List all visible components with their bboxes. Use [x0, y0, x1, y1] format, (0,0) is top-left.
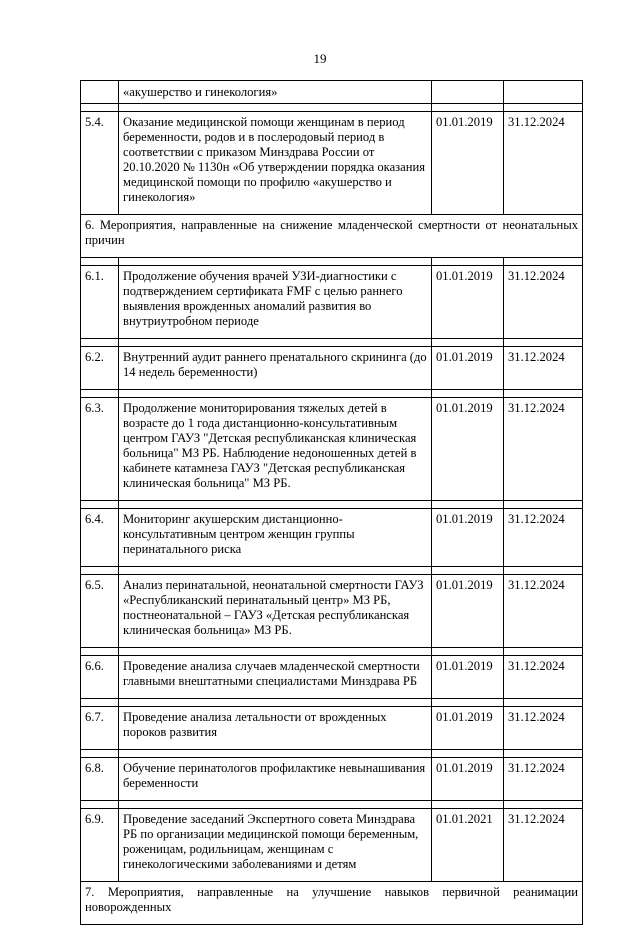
table-row: [81, 509, 583, 567]
row-text: Продолжение обучения врачей УЗИ-диагностики с подтверждением сертификата FMF с целью раннего выявления врожденных аномалий развития во внутриутробном периоде: [119, 266, 432, 339]
row-text: Проведение заседаний Экспертного совета Минздрава РБ по организации медицинской помощи беременным, роженицам, родильницам, женщинам с гинекологическими заболеваниями и детям: [119, 809, 432, 882]
row-gap: [81, 104, 583, 112]
table-row: [81, 81, 583, 104]
row-number: 6.9.: [81, 809, 119, 882]
section-heading-row: [81, 215, 583, 258]
row-number: 6.5.: [81, 575, 119, 648]
row-end-date: 31.12.2024: [504, 707, 583, 750]
row-start-date: 01.01.2019: [432, 656, 504, 699]
row-end-date: 31.12.2024: [504, 509, 583, 567]
row-start-date: 01.01.2019: [432, 398, 504, 501]
table-row: [81, 656, 583, 699]
row-gap: [81, 699, 583, 707]
page-number: 19: [313, 51, 327, 66]
row-number: [81, 81, 119, 104]
row-gap: [81, 501, 583, 509]
row-end-date: 31.12.2024: [504, 575, 583, 648]
row-number: 6.7.: [81, 707, 119, 750]
row-start-date: [432, 81, 504, 104]
row-gap: [81, 390, 583, 398]
row-end-date: 31.12.2024: [504, 347, 583, 390]
row-gap: [81, 339, 583, 347]
row-text: Проведение анализа летальности от врожденных пороков развития: [119, 707, 432, 750]
table-row: [81, 575, 583, 648]
row-text: Проведение анализа случаев младенческой смертности главными внештатными специалистами Минздрава РБ: [119, 656, 432, 699]
row-start-date: 01.01.2019: [432, 575, 504, 648]
row-end-date: 31.12.2024: [504, 112, 583, 215]
row-number: 6.1.: [81, 266, 119, 339]
row-text: Продолжение мониторирования тяжелых детей в возрасте до 1 года дистанционно-консультативным центром ГАУЗ "Детская республиканская клиническая больница" МЗ РБ. Наблюдение недоношенных детей в кабинете катамнеза ГАУЗ "Детская республиканская клиническая больница" МЗ РБ.: [119, 398, 432, 501]
row-end-date: 31.12.2024: [504, 398, 583, 501]
table-row: [81, 347, 583, 390]
row-end-date: 31.12.2024: [504, 809, 583, 882]
section-heading: 6. Мероприятия, направленные на снижение младенческой смертности от неонатальных причин: [81, 215, 583, 258]
row-gap: [81, 801, 583, 809]
row-gap: [81, 258, 583, 266]
row-text: «акушерство и гинекология»: [119, 81, 432, 104]
table-row: [81, 758, 583, 801]
row-end-date: 31.12.2024: [504, 758, 583, 801]
row-text: Мониторинг акушерским дистанционно-консультативным центром женщин группы перинатального риска: [119, 509, 432, 567]
row-text: Внутренний аудит раннего пренатального скрининга (до 14 недель беременности): [119, 347, 432, 390]
row-gap: [81, 567, 583, 575]
table-row: [81, 266, 583, 339]
row-start-date: 01.01.2019: [432, 707, 504, 750]
section-heading-row: [81, 882, 583, 925]
activities-table: [80, 80, 583, 925]
row-start-date: 01.01.2019: [432, 758, 504, 801]
row-end-date: 31.12.2024: [504, 656, 583, 699]
table-row: [81, 112, 583, 215]
row-number: 6.6.: [81, 656, 119, 699]
row-number: 5.4.: [81, 112, 119, 215]
row-start-date: 01.01.2021: [432, 809, 504, 882]
table-row: [81, 707, 583, 750]
row-text: Оказание медицинской помощи женщинам в период беременности, родов и в послеродовый период в соответствии с приказом Минздрава России от 20.10.2020 № 1130н «Об утверждении порядка оказания медицинской помощи по профилю «акушерство и гинекология»: [119, 112, 432, 215]
row-end-date: [504, 81, 583, 104]
row-text: Анализ перинатальной, неонатальной смертности ГАУЗ «Республиканский перинатальный центр» МЗ РБ, постнеонатальной – ГАУЗ «Детская республиканская клиническая больница» МЗ РБ.: [119, 575, 432, 648]
row-start-date: 01.01.2019: [432, 112, 504, 215]
row-start-date: 01.01.2019: [432, 347, 504, 390]
row-number: 6.3.: [81, 398, 119, 501]
table-row: [81, 809, 583, 882]
section-heading: 7. Мероприятия, направленные на улучшение навыков первичной реанимации новорожденных: [81, 882, 583, 925]
row-number: 6.2.: [81, 347, 119, 390]
row-start-date: 01.01.2019: [432, 509, 504, 567]
row-number: 6.8.: [81, 758, 119, 801]
table-row: [81, 398, 583, 501]
row-number: 6.4.: [81, 509, 119, 567]
row-text: Обучение перинатологов профилактике невынашивания беременности: [119, 758, 432, 801]
row-gap: [81, 648, 583, 656]
row-start-date: 01.01.2019: [432, 266, 504, 339]
row-gap: [81, 750, 583, 758]
row-end-date: 31.12.2024: [504, 266, 583, 339]
